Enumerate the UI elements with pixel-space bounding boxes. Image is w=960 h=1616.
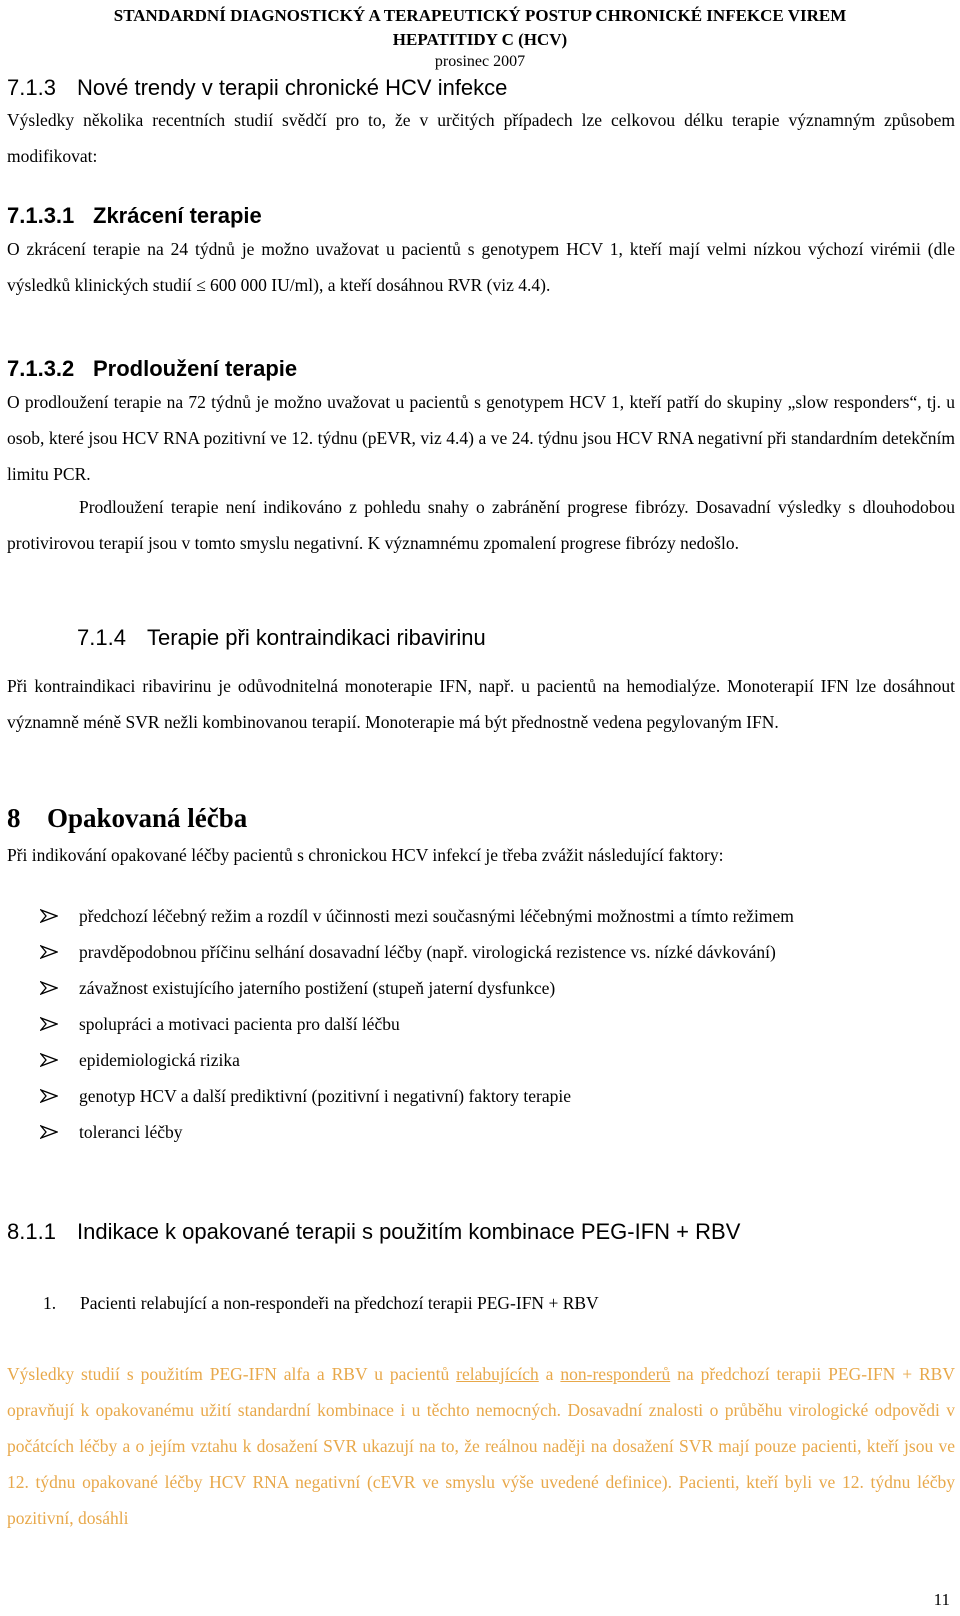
list-item-text: genotyp HCV a další prediktivní (pozitivní i negativní) faktory terapie [79,1086,571,1106]
list-item-text: epidemiologická rizika [79,1050,240,1070]
list-item-text: spolupráci a motivaci pacienta pro další léčbu [79,1014,400,1034]
arrow-bullet-icon [40,909,58,923]
heading-number: 8 [7,803,21,833]
heading-number: 7.1.3.2 [7,356,75,381]
page-number: 11 [933,1590,950,1609]
list-item [0,1114,960,1150]
paragraph-8-intro: Při indikování opakované léčby pacientů s chronickou HCV infekcí je třeba zvážit následující faktory: [7,845,724,865]
paragraph-text: Prodloužení terapie není indikováno z pohledu snahy o zabránění progrese fibrózy. Dosavadní výsledky s dlouhodobou protivirovou terapií jsou v tomto smyslu negativní. K významnému zpomalení progrese fibrózy nedošlo. [7,497,955,553]
arrow-bullet-icon [40,981,58,995]
list-item [0,1078,960,1114]
heading-7-1-3 [7,74,507,102]
list-item [0,970,960,1006]
heading-8-1-1 [7,1218,740,1246]
heading-title: Opakovaná léčba [47,803,248,833]
list-item [0,934,960,970]
heading-title: Indikace k opakované terapii s použitím kombinace PEG-IFN + RBV [77,1219,741,1244]
list-item [0,898,960,934]
arrow-bullet-icon [40,1053,58,1067]
heading-8 [7,801,247,835]
heading-7-1-4 [77,624,486,652]
list-item-text: předchozí léčebný režim a rozdíl v účinnosti mezi současnými léčebnými možnostmi a tímto režimem [79,906,794,926]
paragraph-7-1-3-2: O prodloužení terapie na 72 týdnů je možno uvažovat u pacientů s genotypem HCV 1, kteří patří do skupiny „slow responders“, tj. u osob, které jsou HCV RNA pozitivní ve 12. týdnu (pEVR, viz 4.4) a ve 24. týdnu jsou HCV RNA negativní při standardním detekčním limitu PCR. [7,392,955,484]
document-header-date: prosinec 2007 [434,53,526,70]
document-header-subtitle: HEPATITIDY C (HCV) [392,30,568,49]
paragraph-7-1-3-2-continued [7,489,955,561]
factor-list [0,898,960,1150]
paragraph-text: a [538,1364,561,1384]
list-item-text: pravděpodobnou příčinu selhání dosavadní léčby (např. virologická rezistence vs. nízké dávkování) [79,942,776,962]
heading-title: Terapie při kontraindikaci ribavirinu [147,625,486,650]
list-item-text: Pacienti relabující a non-respondeři na předchozí terapii PEG-IFN + RBV [80,1293,599,1313]
arrow-bullet-icon [40,945,58,959]
heading-7-1-3-2 [7,355,297,383]
document-header-title: STANDARDNÍ DIAGNOSTICKÝ A TERAPEUTICKÝ POSTUP CHRONICKÉ INFEKCE VIREM [113,6,847,25]
heading-title: Prodloužení terapie [93,356,298,381]
list-item [0,1042,960,1078]
relapsers-link[interactable]: relabujících [456,1364,539,1384]
paragraph-7-1-3: Výsledky několika recentních studií svědčí pro to, že v určitých případech lze celkovou délku terapie významným způsobem modifikovat: [7,110,955,166]
heading-7-1-3-1 [7,202,262,230]
heading-title: Nové trendy v terapii chronické HCV infekce [77,75,508,100]
list-item [0,1006,960,1042]
list-item-number: 1. [43,1293,57,1313]
paragraph-7-1-4: Při kontraindikaci ribavirinu je odůvodnitelná monoterapie IFN, např. u pacientů na hemodialýze. Monoterapií IFN lze dosáhnout významně méně SVR nežli kombinovanou terapií. Monoterapie má být přednostně vedena pegylovaným IFN. [7,676,955,732]
arrow-bullet-icon [40,1089,58,1103]
heading-number: 7.1.3.1 [7,203,75,228]
highlighted-paragraph [7,1356,955,1536]
list-item-text: toleranci léčby [79,1122,183,1142]
numbered-list-item [43,1285,599,1321]
paragraph-7-1-3-1: O zkrácení terapie na 24 týdnů je možno uvažovat u pacientů s genotypem HCV 1, kteří mají velmi nízkou výchozí virémii (dle výsledků klinických studií ≤ 600 000 IU/ml), a kteří dosáhnou RVR (viz 4.4). [7,239,955,295]
list-item-text: závažnost existujícího jaterního postižení (stupeň jaterní dysfunkce) [79,978,556,998]
heading-number: 7.1.4 [77,625,126,650]
heading-number: 8.1.1 [7,1219,56,1244]
paragraph-text: na předchozí terapii PEG-IFN + RBV opravňují k opakovanému užití standardní kombinace i u těchto nemocných. Dosavadní znalosti o průběhu virologické odpovědi v počátcích léčby a o jejím vztahu k dosažení SVR ukazují na to, že reálnou naději na dosažení SVR mají pouze pacienti, kteří jsou ve 12. týdnu opakované léčby HCV RNA negativní (cEVR ve smyslu výše uvedené definice). Pacienti, kteří byli ve 12. týdnu léčby pozitivní, dosáhli [7,1364,955,1528]
non-responders-link[interactable]: non-responderů [560,1364,671,1384]
heading-number: 7.1.3 [7,75,56,100]
paragraph-text: Výsledky studií s použitím PEG-IFN alfa a RBV u pacientů [7,1364,457,1384]
arrow-bullet-icon [40,1125,58,1139]
arrow-bullet-icon [40,1017,58,1031]
heading-title: Zkrácení terapie [93,203,262,228]
